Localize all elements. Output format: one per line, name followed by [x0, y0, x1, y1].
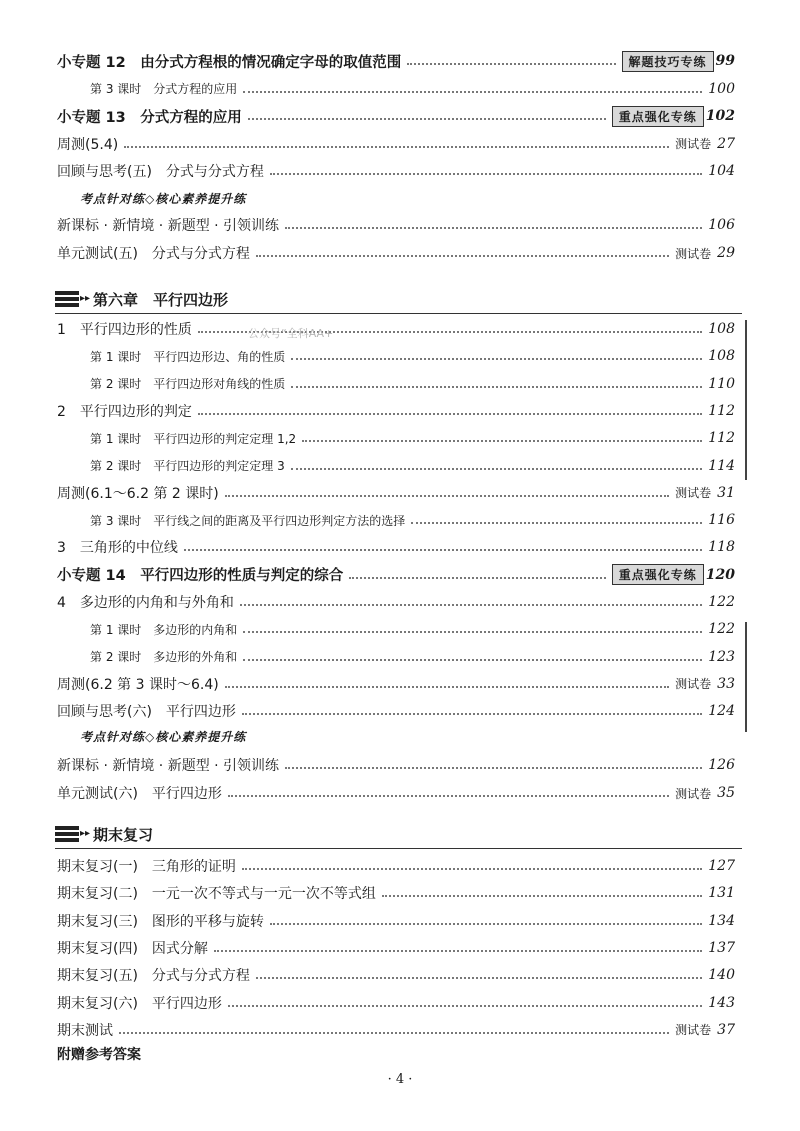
test-paper-tag: 测试卷	[675, 246, 712, 261]
practice-badge: 重点强化专练	[612, 106, 704, 127]
toc-entry-label: 单元测试(六) 平行四边形	[57, 786, 222, 802]
toc-entry[interactable]	[57, 880, 735, 906]
book-stack-icon: ▸▸	[55, 825, 87, 843]
chapter-title: 第六章 平行四边形	[93, 290, 229, 309]
dot-leader	[214, 950, 702, 952]
toc-page-number: 37	[717, 1021, 735, 1038]
practice-badge: 解题技巧专练	[622, 51, 714, 72]
test-paper-tag: 测试卷	[675, 1023, 712, 1038]
toc-page-number: 120	[705, 566, 735, 583]
toc-entry-label: 周测(5.4)	[57, 136, 119, 153]
toc-page-number: 134	[708, 912, 735, 929]
dot-leader	[124, 146, 669, 148]
page-number: · 4 ·	[387, 1072, 413, 1087]
toc-entry-label: 小专题 12 由分式方程根的情况确定字母的取值范围	[57, 54, 402, 71]
toc-entry[interactable]	[57, 562, 735, 588]
toc-entry-label: 期末复习(五) 分式与分式方程	[57, 968, 250, 985]
toc-entry-label: 小专题 14 平行四边形的性质与判定的综合	[57, 568, 344, 585]
toc-entry[interactable]	[90, 644, 735, 670]
toc-page-number: 100	[708, 80, 735, 97]
margin-line	[745, 622, 747, 732]
chapter-title: 期末复习	[93, 825, 154, 844]
test-paper-tag: 测试卷	[675, 137, 712, 151]
toc-entry-label: 期末复习(一) 三角形的证明	[57, 859, 236, 875]
toc-page-number: 122	[708, 621, 735, 638]
dot-leader	[291, 386, 702, 388]
toc-entry[interactable]	[90, 616, 735, 642]
margin-line	[745, 320, 747, 480]
toc-entry[interactable]	[57, 698, 735, 724]
dot-leader	[119, 1032, 669, 1034]
toc-page-number: 102	[705, 108, 735, 124]
toc-page-number: 127	[708, 858, 735, 874]
toc-entry-label: 回顾与思考(六) 平行四边形	[57, 704, 236, 721]
toc-entry-label: 期末复习(六) 平行四边形	[57, 995, 222, 1012]
dot-leader	[256, 255, 669, 257]
toc-entry-label: 期末复习(二) 一元一次不等式与一元一次不等式组	[57, 886, 376, 903]
toc-page-number: 126	[708, 757, 735, 773]
toc-entry-label: 期末复习(三) 图形的平移与旋转	[57, 913, 264, 930]
toc-entry[interactable]	[57, 671, 735, 697]
toc-entry[interactable]	[57, 158, 735, 184]
toc-entry-label: 3 三角形的中位线	[57, 540, 178, 557]
toc-entry[interactable]	[57, 853, 735, 879]
toc-entry[interactable]	[57, 962, 735, 988]
section-subheading: 考点针对练◇核心素养提升练	[80, 192, 247, 206]
practice-badge: 重点强化专练	[612, 564, 704, 585]
toc-page-number: 110	[708, 375, 735, 392]
toc-page-number: 143	[708, 994, 735, 1011]
toc-entry[interactable]	[57, 990, 735, 1016]
dot-leader	[291, 468, 703, 470]
toc-page-number: 123	[708, 648, 735, 665]
dot-leader	[243, 91, 702, 93]
toc-entry-label: 第 3 课时 平行线之间的距离及平行四边形判定方法的选择	[90, 513, 406, 528]
toc-entry-label: 周测(6.1～6.2 第 2 课时)	[57, 485, 219, 502]
dot-leader	[225, 686, 669, 688]
toc-entry[interactable]	[57, 1017, 735, 1043]
dot-leader	[382, 895, 702, 897]
dot-leader	[270, 173, 702, 175]
toc-entry-label: 回顾与思考(五) 分式与分式方程	[57, 164, 264, 180]
toc-entry-label: 1 平行四边形的性质	[57, 322, 192, 338]
toc-entry[interactable]	[90, 453, 735, 479]
toc-entry-label: 周测(6.2 第 3 课时～6.4)	[57, 676, 219, 693]
toc-entry-label: 4 多边形的内角和与外角和	[57, 595, 234, 611]
toc-page-number: 27	[717, 135, 735, 152]
toc-entry-label: 2 平行四边形的判定	[57, 403, 192, 420]
dot-leader	[240, 604, 702, 606]
toc-entry-label: 期末复习(四) 因式分解	[57, 940, 208, 957]
watermark-text: 公众号“全科AA+	[248, 327, 334, 340]
dot-leader	[243, 631, 702, 633]
dot-leader	[270, 923, 702, 925]
toc-entry[interactable]	[90, 507, 735, 533]
toc-page-number: 122	[708, 594, 735, 610]
toc-entry[interactable]	[57, 908, 735, 934]
toc-page-number: 35	[717, 785, 735, 801]
toc-entry[interactable]	[57, 131, 735, 157]
toc-entry-label: 单元测试(五) 分式与分式方程	[57, 246, 250, 262]
dot-leader	[242, 868, 702, 870]
toc-entry[interactable]	[90, 76, 735, 102]
toc-entry-label: 小专题 13 分式方程的应用	[57, 109, 242, 126]
toc-entry[interactable]	[57, 48, 735, 74]
dot-leader	[291, 358, 702, 360]
chapter-six-heading[interactable]	[55, 285, 742, 314]
toc-entry[interactable]	[57, 534, 735, 560]
section-subheading: 考点针对练◇核心素养提升练	[80, 730, 247, 744]
toc-page-number: 99	[715, 53, 735, 69]
toc-entry-label: 第 2 课时 多边形的外角和	[90, 650, 238, 665]
dot-leader	[228, 1005, 702, 1007]
dot-leader	[225, 495, 669, 497]
toc-entry[interactable]	[57, 935, 735, 961]
toc-entry[interactable]	[90, 425, 735, 451]
answers-label: 附赠参考答案	[57, 1047, 141, 1063]
final-review-heading[interactable]	[55, 820, 742, 849]
toc-entry[interactable]	[90, 343, 735, 369]
toc-page-number: 106	[708, 217, 735, 233]
toc-entry-label: 新课标 · 新情境 · 新题型 · 引领训练	[57, 758, 280, 774]
toc-entry[interactable]	[90, 371, 735, 397]
toc-entry[interactable]	[57, 752, 735, 778]
toc-entry[interactable]	[57, 398, 735, 424]
toc-page-number: 116	[708, 512, 735, 529]
toc-page-number: 112	[708, 402, 735, 419]
dot-leader	[198, 413, 702, 415]
toc-page-number: 114	[708, 457, 735, 474]
book-stack-icon: ▸▸	[55, 290, 87, 308]
dot-leader	[248, 118, 606, 120]
toc-page-number: 124	[708, 703, 735, 720]
toc-page-number: 108	[708, 321, 735, 337]
test-paper-tag: 测试卷	[675, 677, 712, 692]
toc-page-number: 140	[708, 967, 735, 984]
test-paper-tag: 测试卷	[675, 486, 712, 501]
dot-leader	[243, 659, 702, 661]
toc-entry[interactable]	[57, 480, 735, 506]
dot-leader	[242, 713, 702, 715]
dot-leader	[285, 767, 702, 769]
toc-page-number: 29	[717, 245, 735, 261]
dot-leader	[302, 440, 702, 442]
toc-page-number: 112	[708, 430, 735, 447]
toc-page-number: 137	[708, 939, 735, 956]
dot-leader	[407, 63, 615, 65]
toc-entry[interactable]	[57, 316, 735, 342]
dot-leader	[349, 577, 606, 579]
toc-page-number: 108	[708, 348, 735, 365]
toc-page-number: 131	[708, 885, 735, 902]
toc-entry[interactable]	[57, 589, 735, 615]
toc-entry-label: 第 1 课时 多边形的内角和	[90, 622, 238, 637]
toc-page-number: 118	[708, 539, 735, 556]
toc-entry-label: 第 1 课时 平行四边形的判定定理 1,2	[90, 431, 297, 446]
dot-leader	[285, 227, 702, 229]
toc-entry-label: 第 1 课时 平行四边形边、角的性质	[90, 349, 286, 364]
toc-entry-label: 期末测试	[57, 1022, 113, 1039]
toc-entry[interactable]	[57, 780, 735, 806]
toc-entry-label: 新课标 · 新情境 · 新题型 · 引领训练	[57, 218, 280, 234]
dot-leader	[256, 977, 702, 979]
dot-leader	[411, 522, 702, 524]
toc-entry[interactable]	[57, 240, 735, 266]
test-paper-tag: 测试卷	[675, 786, 712, 801]
toc-entry[interactable]	[57, 212, 735, 238]
toc-entry[interactable]	[57, 103, 735, 129]
dot-leader	[184, 549, 702, 551]
toc-page-number: 33	[717, 675, 735, 692]
toc-entry-label: 第 3 课时 分式方程的应用	[90, 82, 238, 96]
toc-entry-label: 第 2 课时 平行四边形对角线的性质	[90, 377, 286, 392]
toc-page-number: 104	[708, 163, 735, 179]
toc-entry-label: 第 2 课时 平行四边形的判定定理 3	[90, 459, 285, 473]
dot-leader	[228, 795, 669, 797]
toc-page-number: 31	[717, 484, 735, 501]
